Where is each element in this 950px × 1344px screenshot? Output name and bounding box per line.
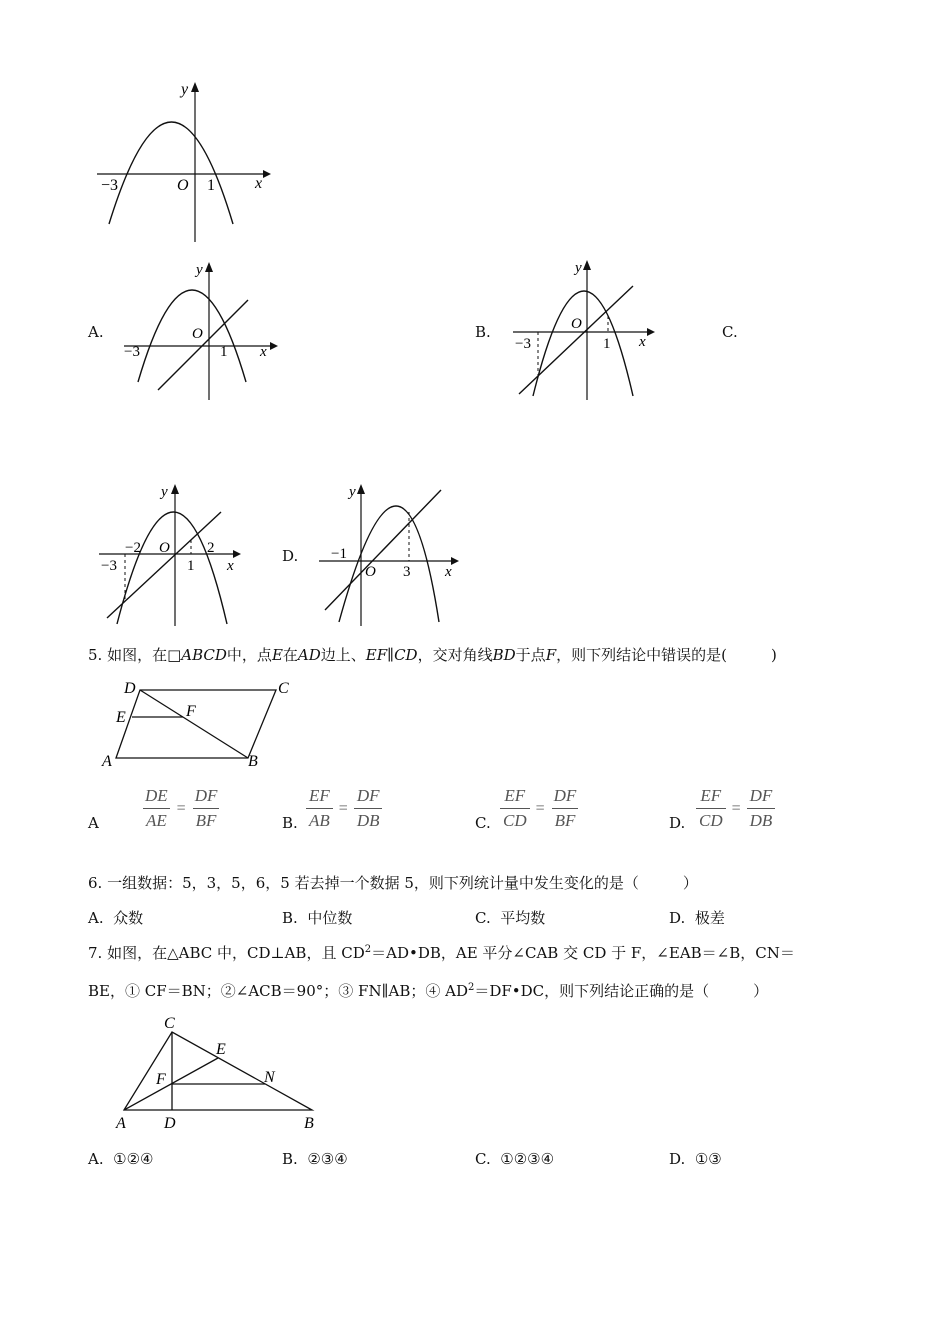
q5-option-b-formula xyxy=(306,786,382,831)
x-axis-arrow xyxy=(270,342,278,350)
option-d-letter: D. xyxy=(282,547,299,565)
option-letter: B. xyxy=(282,1150,298,1168)
q5-text-end: ，则下列结论中错误的是( xyxy=(556,646,727,664)
option-letter: D. xyxy=(669,909,686,927)
straight-line xyxy=(519,286,633,394)
x-axis-arrow xyxy=(263,170,271,178)
label-2: 2 xyxy=(207,540,215,556)
q7-stem-line2 xyxy=(88,980,768,1001)
label-x: x xyxy=(639,334,646,350)
option-b-graph xyxy=(505,256,665,404)
q7-option-c xyxy=(475,1150,554,1168)
label-1: 1 xyxy=(207,177,215,194)
parabola-curve xyxy=(533,291,633,396)
straight-line xyxy=(107,512,221,618)
label-a: A xyxy=(102,753,112,770)
q5-option-d-formula xyxy=(696,786,775,831)
y-axis-arrow xyxy=(205,262,213,272)
numerator: DF xyxy=(194,786,218,805)
q7-line1-b: ＝AD•DB，AE 平分∠CAB 交 CD 于 F，∠EAB＝∠B，CN＝ xyxy=(371,944,795,962)
option-c-graph xyxy=(95,480,255,630)
parabola-curve xyxy=(109,122,233,224)
option-c-letter: C. xyxy=(722,323,738,341)
denominator: BF xyxy=(193,808,220,831)
label-y: y xyxy=(196,262,203,278)
q6-text: 6. 一组数据：5，3，5，6，5 若去掉一个数据 5，则下列统计量中发生变化的是（ xyxy=(88,874,639,892)
denominator: BF xyxy=(552,808,579,831)
equals-sign: = xyxy=(731,799,741,817)
q5-number: 5. xyxy=(88,646,103,664)
numerator: DE xyxy=(145,786,168,805)
parabola-curve xyxy=(117,512,227,624)
q5-option-b-letter: B. xyxy=(282,814,298,832)
option-text: ①②④ xyxy=(113,1150,154,1168)
option-letter: D. xyxy=(669,1150,686,1168)
q6-option-b xyxy=(282,907,352,928)
label-b: B xyxy=(304,1115,314,1132)
q5-parallelogram-figure xyxy=(100,678,300,770)
label-y: y xyxy=(575,260,582,276)
denominator: AE xyxy=(143,808,170,831)
q7-stem-line1 xyxy=(88,942,795,963)
option-text: 中位数 xyxy=(307,909,353,927)
parallelogram xyxy=(116,690,276,758)
label-b: B xyxy=(248,753,258,770)
q5-option-a-letter: A xyxy=(88,814,99,832)
equals-sign: = xyxy=(338,799,348,817)
equals-sign: = xyxy=(176,799,186,817)
label-y: y xyxy=(161,484,168,500)
straight-line xyxy=(158,300,248,390)
q5-text-mid3: 边上、 xyxy=(320,646,366,664)
option-letter: A. xyxy=(88,1150,104,1168)
q5-text-mid2: 在 xyxy=(282,646,298,664)
label-y: y xyxy=(181,81,189,98)
label-y: y xyxy=(349,484,356,500)
q7-line2-sup: 2 xyxy=(467,982,475,993)
q5-seg-bd: BD xyxy=(492,646,516,664)
q5-option-c-letter: C. xyxy=(475,814,491,832)
q5-point-e: E xyxy=(271,646,283,664)
numerator: DF xyxy=(553,786,577,805)
label-a: A xyxy=(116,1115,126,1132)
denominator: DB xyxy=(747,808,776,831)
q5-text-before: 如图，在□ xyxy=(107,646,182,664)
denominator: DB xyxy=(354,808,383,831)
label-1: 1 xyxy=(187,558,195,574)
option-letter: C. xyxy=(475,909,491,927)
denominator: AB xyxy=(306,808,333,831)
option-b-letter: B. xyxy=(475,323,491,341)
q7-option-d xyxy=(669,1150,722,1168)
label-d: D xyxy=(164,1115,176,1132)
q5-point-f: F xyxy=(545,646,557,664)
q5-text-mid1: 中，点 xyxy=(226,646,272,664)
label-neg1: −1 xyxy=(331,546,347,562)
label-x: x xyxy=(227,558,234,574)
label-origin: O xyxy=(571,316,582,332)
diagonal-bd xyxy=(140,690,248,758)
y-axis-arrow xyxy=(191,82,199,92)
label-c: C xyxy=(278,680,289,697)
label-e: E xyxy=(216,1041,226,1058)
q5-seg-cd: CD xyxy=(394,646,418,664)
q7-triangle-figure xyxy=(112,1012,327,1134)
y-axis-arrow xyxy=(171,484,179,494)
option-letter: B. xyxy=(282,909,298,927)
q7-option-a xyxy=(88,1150,154,1168)
option-text: 极差 xyxy=(694,909,725,927)
label-neg3: −3 xyxy=(124,344,140,360)
option-text: ②③④ xyxy=(307,1150,348,1168)
q7-line1-a: 7. 如图，在△ABC 中，CD⊥AB，且 CD xyxy=(88,944,365,962)
label-neg2: −2 xyxy=(125,540,141,556)
q6-option-a xyxy=(88,907,143,928)
main-parabola-graph xyxy=(95,78,275,246)
option-d-graph xyxy=(315,480,465,630)
option-a-graph xyxy=(120,258,285,403)
label-1: 1 xyxy=(603,336,611,352)
label-f: F xyxy=(156,1071,166,1088)
label-x: x xyxy=(255,175,263,192)
q5-text-mid5: 于点 xyxy=(515,646,546,664)
q5-seg-ef: EF xyxy=(365,646,388,664)
label-x: x xyxy=(445,564,452,580)
numerator: DF xyxy=(356,786,380,805)
numerator: EF xyxy=(309,786,330,805)
y-axis-arrow xyxy=(583,260,591,270)
label-n: N xyxy=(264,1069,275,1086)
option-letter: A. xyxy=(88,909,104,927)
q5-option-c-formula xyxy=(500,786,579,831)
option-text: 众数 xyxy=(113,909,144,927)
x-axis-arrow xyxy=(647,328,655,336)
denominator: CD xyxy=(500,808,530,831)
label-origin: O xyxy=(159,540,170,556)
numerator: EF xyxy=(504,786,526,805)
option-letter: C. xyxy=(475,1150,491,1168)
q6-stem xyxy=(88,872,698,893)
q5-option-d-letter: D. xyxy=(669,814,686,832)
label-3: 3 xyxy=(403,564,411,580)
label-neg3: −3 xyxy=(101,177,119,194)
q7-line1-sup: 2 xyxy=(364,944,372,955)
option-a-letter: A. xyxy=(88,323,104,341)
denominator: CD xyxy=(696,808,726,831)
q5-text-mid4: ，交对角线 xyxy=(417,646,493,664)
label-origin: O xyxy=(177,177,189,194)
q5-parallel: ∥ xyxy=(387,646,395,664)
q5-side-ad: AD xyxy=(297,646,321,664)
label-neg3: −3 xyxy=(515,336,531,352)
label-c: C xyxy=(164,1015,175,1032)
equals-sign: = xyxy=(535,799,545,817)
x-axis-arrow xyxy=(233,550,241,558)
numerator: EF xyxy=(700,786,722,805)
q6-option-d xyxy=(669,907,725,928)
label-1: 1 xyxy=(220,344,228,360)
q7-line2-a: BE，① CF＝BN；②∠ACB＝90°；③ FN∥AB；④ AD xyxy=(88,982,468,1000)
label-f: F xyxy=(186,703,196,720)
q7-close-paren: ） xyxy=(753,982,769,1000)
q5-close-paren: ) xyxy=(770,646,777,664)
q6-option-c xyxy=(475,907,545,928)
option-text: ①②③④ xyxy=(500,1150,555,1168)
label-d: D xyxy=(124,680,136,697)
option-text: 平均数 xyxy=(500,909,546,927)
q7-line2-b: ＝DF•DC，则下列结论正确的是（ xyxy=(474,982,710,1000)
x-axis-arrow xyxy=(451,557,459,565)
label-origin: O xyxy=(192,326,203,342)
parabola-curve xyxy=(339,506,439,622)
q7-option-b xyxy=(282,1150,348,1168)
q5-stem xyxy=(88,644,777,665)
q5-option-a-formula xyxy=(142,786,220,831)
y-axis-arrow xyxy=(357,484,365,494)
q6-close-paren: ） xyxy=(682,874,698,892)
numerator: DF xyxy=(749,786,773,805)
label-neg3: −3 xyxy=(101,558,117,574)
q5-shape: ABCD xyxy=(181,646,227,664)
label-x: x xyxy=(260,344,267,360)
label-e: E xyxy=(116,709,126,726)
option-text: ①③ xyxy=(694,1150,722,1168)
label-origin: O xyxy=(365,564,376,580)
